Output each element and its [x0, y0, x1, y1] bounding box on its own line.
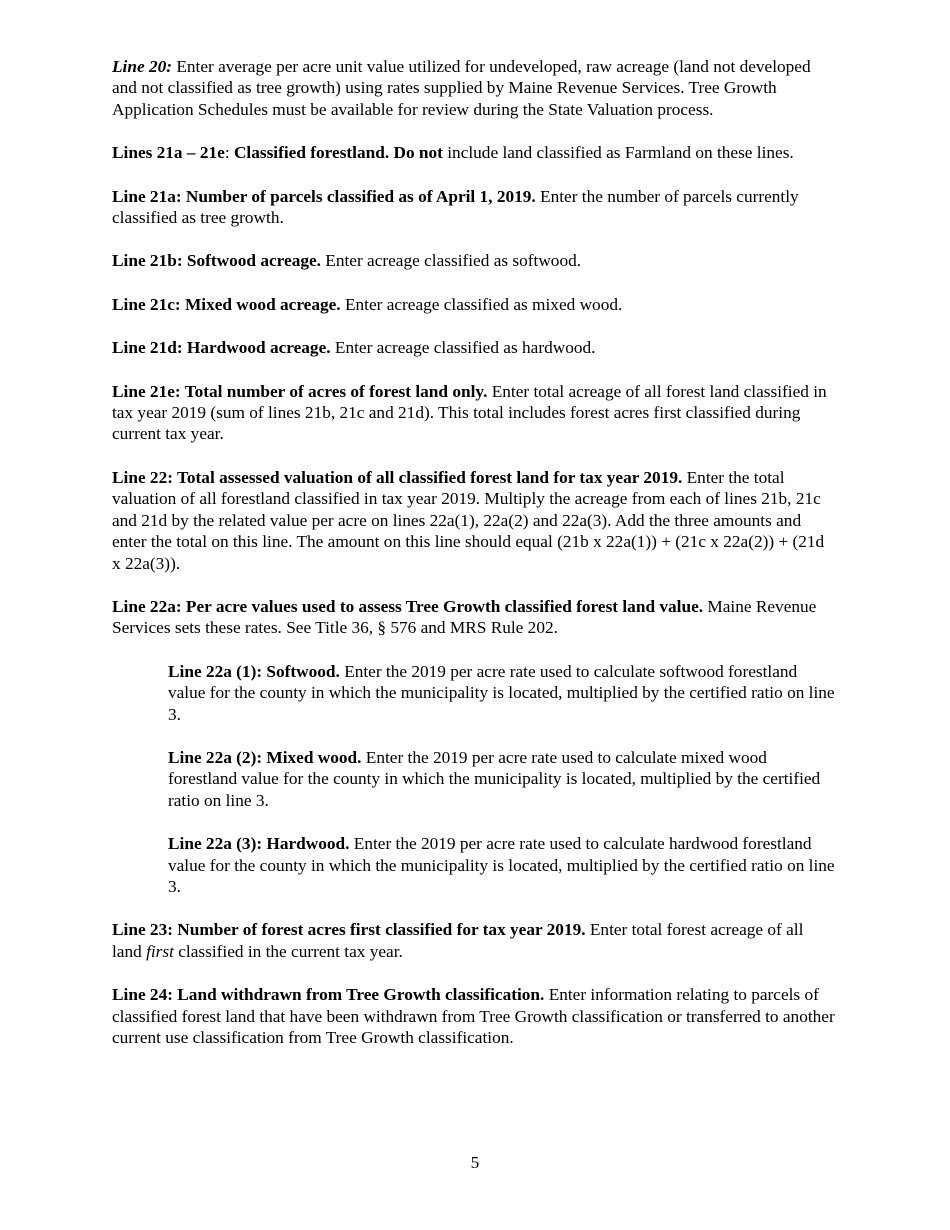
- para-text: Enter acreage classified as hardwood.: [334, 338, 596, 358]
- para-text: Enter the total valuation of all forestland classified in tax year 2019. Multiply the acreage from each of lines 21b, 21c and 21d by the related value per acre on lines 22a(1), 22a(2) and 22a(3). Add the three amounts and enter the total on this line. The amount on this line should equal (21b x 22a(1)) + (21c x 22a(2)) + (21d x 22a(3)).: [112, 467, 825, 573]
- para-text: Maine Revenue Services sets these rates. See Title 36, § 576 and MRS Rule 202.: [112, 596, 817, 638]
- para-line-22a-2: [168, 747, 836, 811]
- para-line-23: [112, 919, 836, 962]
- para-text-continued: classified in the current tax year.: [173, 941, 403, 961]
- para-label: Line 21c: Mixed wood acreage.: [112, 294, 341, 314]
- para-line-21d: [112, 337, 836, 358]
- para-text: Enter total forest acreage of all land: [112, 920, 804, 961]
- para-line-20: [112, 56, 836, 120]
- para-label: Line 23: Number of forest acres first classified for tax year 2019.: [112, 920, 586, 940]
- para-label: Line 21d: Hardwood acreage.: [112, 338, 331, 358]
- para-line-21a: [112, 186, 836, 229]
- para-line-24: [112, 984, 836, 1048]
- para-line-22a: [112, 596, 836, 639]
- para-text: Enter acreage classified as mixed wood.: [344, 294, 623, 314]
- para-text: Enter the number of parcels currently classified as tree growth.: [112, 186, 799, 228]
- para-text: include land classified as Farmland on these lines.: [442, 143, 794, 163]
- para-lines-21a-21e: [112, 142, 836, 163]
- para-label: Line 21e: Total number of acres of forest land only.: [112, 381, 488, 401]
- para-text: Enter the 2019 per acre rate used to calculate softwood forestland value for the county in which the municipality is located, multiplied by the certified ratio on line 3.: [168, 661, 835, 724]
- label-colon: :: [224, 143, 234, 163]
- para-line-22a-3: [168, 833, 836, 897]
- para-text: Enter the 2019 per acre rate used to calculate hardwood forestland value for the county in which the municipality is located, multiplied by the certified ratio on line 3.: [168, 834, 835, 896]
- para-label: Line 22a: Per acre values used to assess Tree Growth classified forest land value.: [112, 596, 704, 616]
- para-label-continued: Classified forestland. Do not: [233, 143, 443, 163]
- para-label: Line 21a: Number of parcels classified as of April 1, 2019.: [112, 186, 536, 206]
- page-number: 5: [470, 1153, 480, 1172]
- document-page: [112, 56, 836, 1070]
- para-line-22a-1: [168, 661, 836, 725]
- para-emphasis: first: [146, 941, 174, 961]
- para-text: Enter total acreage of all forest land classified in tax year 2019 (sum of lines 21b, 21c and 21d). This total includes forest acres first classified during current tax year.: [112, 381, 827, 444]
- para-text: Enter acreage classified as softwood.: [325, 251, 582, 271]
- para-label: Line 21b: Softwood acreage.: [112, 251, 321, 271]
- para-label: Line 22a (1): Softwood.: [168, 661, 340, 681]
- para-label: Line 22: Total assessed valuation of all classified forest land for tax year 2019.: [112, 467, 683, 487]
- para-label: Line 20:: [112, 57, 172, 76]
- para-label: Lines 21a – 21e: [112, 143, 225, 163]
- para-label: Line 22a (3): Hardwood.: [168, 834, 350, 854]
- para-line-21c: [112, 294, 836, 315]
- para-label: Line 22a (2): Mixed wood.: [168, 747, 362, 767]
- para-text: Enter average per acre unit value utilized for undeveloped, raw acreage (land not developed and not classified as tree growth) using rates supplied by Maine Revenue Services. Tree Growth Application Schedules must be available for review during the State Valuation process.: [112, 57, 811, 119]
- para-label: Line 24: Land withdrawn from Tree Growth classification.: [112, 985, 545, 1005]
- para-line-21b: [112, 250, 836, 271]
- para-line-21e: [112, 381, 836, 445]
- para-text: Enter the 2019 per acre rate used to calculate mixed wood forestland value for the county in which the municipality is located, multiplied by the certified ratio on line 3.: [168, 747, 821, 810]
- para-line-22: [112, 467, 836, 574]
- para-text: Enter information relating to parcels of classified forest land that have been withdrawn from Tree Growth classification or transferred to another current use classification from Tree Growth classification.: [112, 985, 835, 1047]
